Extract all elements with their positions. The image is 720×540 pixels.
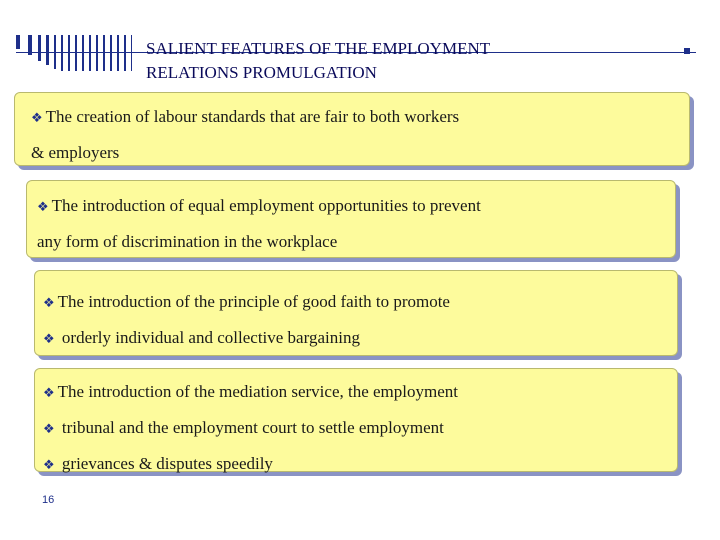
decoration-bar (28, 35, 32, 55)
decoration-bar (96, 35, 98, 71)
decoration-bar (75, 35, 77, 71)
diamond-bullet-icon: ❖ (37, 200, 49, 215)
feature-box-equal-opportunities (26, 180, 676, 258)
decoration-bar (46, 35, 49, 65)
decoration-bar (82, 35, 84, 71)
feature-text: The creation of labour standards that are fair to both workers (45, 107, 460, 126)
slide-title-line-1: SALIENT FEATURES OF THE EMPLOYMENT (146, 39, 491, 58)
diamond-bullet-icon: ❖ (43, 386, 55, 401)
page-number: 16 (42, 494, 55, 506)
decoration-bar (38, 35, 41, 61)
slide-title-line-2: RELATIONS PROMULGATION (146, 63, 377, 82)
decoration-bar (54, 35, 56, 69)
feature-text: tribunal and the employment court to settle employment (61, 418, 444, 437)
decoration-bar (89, 35, 91, 71)
decoration-bar (16, 35, 20, 49)
feature-box-labour-standards (14, 92, 690, 166)
slide-title (146, 37, 686, 85)
diamond-bullet-icon: ❖ (43, 332, 55, 347)
diamond-bullet-icon: ❖ (31, 111, 43, 126)
feature-text: grievances & disputes speedily (61, 454, 273, 473)
decoration-bar (124, 35, 126, 71)
feature-text: orderly individual and collective bargaining (61, 328, 360, 347)
feature-box-good-faith (34, 270, 678, 356)
decoration-bar (117, 35, 119, 71)
feature-text: The introduction of the principle of good faith to promote (57, 292, 450, 311)
diamond-bullet-icon: ❖ (43, 422, 55, 437)
decoration-bar (68, 35, 70, 71)
diamond-bullet-icon: ❖ (43, 296, 55, 311)
feature-text: any form of discrimination in the workplace (37, 232, 338, 251)
decoration-bar (61, 35, 63, 71)
feature-text: The introduction of the mediation service, the employment (57, 382, 458, 401)
feature-box-mediation-service (34, 368, 678, 472)
diamond-bullet-icon: ❖ (43, 458, 55, 473)
feature-text: & employers (31, 143, 120, 162)
decoration-bar (110, 35, 112, 71)
decoration-bar (103, 35, 105, 71)
decoration-bar (131, 35, 132, 71)
feature-text: The introduction of equal employment opportunities to prevent (51, 196, 481, 215)
